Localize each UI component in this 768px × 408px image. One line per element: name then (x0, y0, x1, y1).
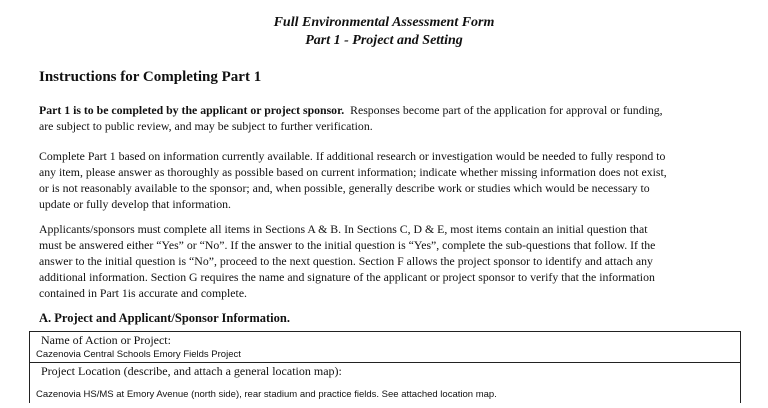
project-location-field[interactable]: Cazenovia HS/MS at Emory Avenue (north side), rear stadium and practice fields. See attached location map. (36, 389, 497, 400)
paragraph-line: or is not reasonably available to the sponsor; and, when possible, generally describe work or studies which would be necessary to (39, 181, 650, 195)
paragraph-line: update or fully develop that information. (39, 197, 231, 211)
form-title: Full Environmental Assessment Form (273, 15, 495, 30)
project-info-table (29, 331, 741, 403)
bold-lead-text: Part 1 is to be completed by the applicant or project sponsor. (39, 103, 345, 117)
paragraph-line (39, 102, 739, 118)
paragraph-line: additional information. Section G requires the name and signature of the applicant or project sponsor to verify that the information (39, 270, 655, 284)
section-a-heading: A. Project and Applicant/Sponsor Information. (39, 311, 290, 325)
instructions-heading: Instructions for Completing Part 1 (39, 69, 262, 85)
form-subtitle: Part 1 - Project and Setting (305, 33, 463, 48)
paragraph-text: Responses become part of the application for approval or funding, (344, 103, 663, 117)
paragraph-line: Complete Part 1 based on information currently available. If additional research or investigation would be needed to fully respond to (39, 149, 666, 163)
project-location-row (30, 363, 740, 403)
project-name-row (30, 332, 740, 363)
paragraph-line: are subject to public review, and may be subject to further verification. (39, 119, 373, 133)
instructions-paragraph-3 (39, 221, 739, 301)
project-name-field[interactable]: Cazenovia Central Schools Emory Fields Project (36, 349, 241, 360)
paragraph-line: contained in Part 1is accurate and complete. (39, 286, 248, 300)
paragraph-line: answer to the initial question is “No”, proceed to the next question. Section F allows the project sponsor to identify and attach any (39, 254, 653, 268)
project-name-label: Name of Action or Project: (41, 333, 171, 347)
instructions-paragraph-1 (39, 102, 739, 134)
instructions-paragraph-2 (39, 148, 739, 212)
project-location-label: Project Location (describe, and attach a general location map): (41, 364, 342, 378)
paragraph-line: any item, please answer as thoroughly as possible based on current information; indicate whether missing information does not exist, (39, 165, 667, 179)
paragraph-line: Applicants/sponsors must complete all items in Sections A & B. In Sections C, D & E, most items contain an initial question that (39, 222, 648, 236)
paragraph-line: must be answered either “Yes” or “No”. If the answer to the initial question is “Yes”, complete the sub-questions that follow. If the (39, 238, 656, 252)
